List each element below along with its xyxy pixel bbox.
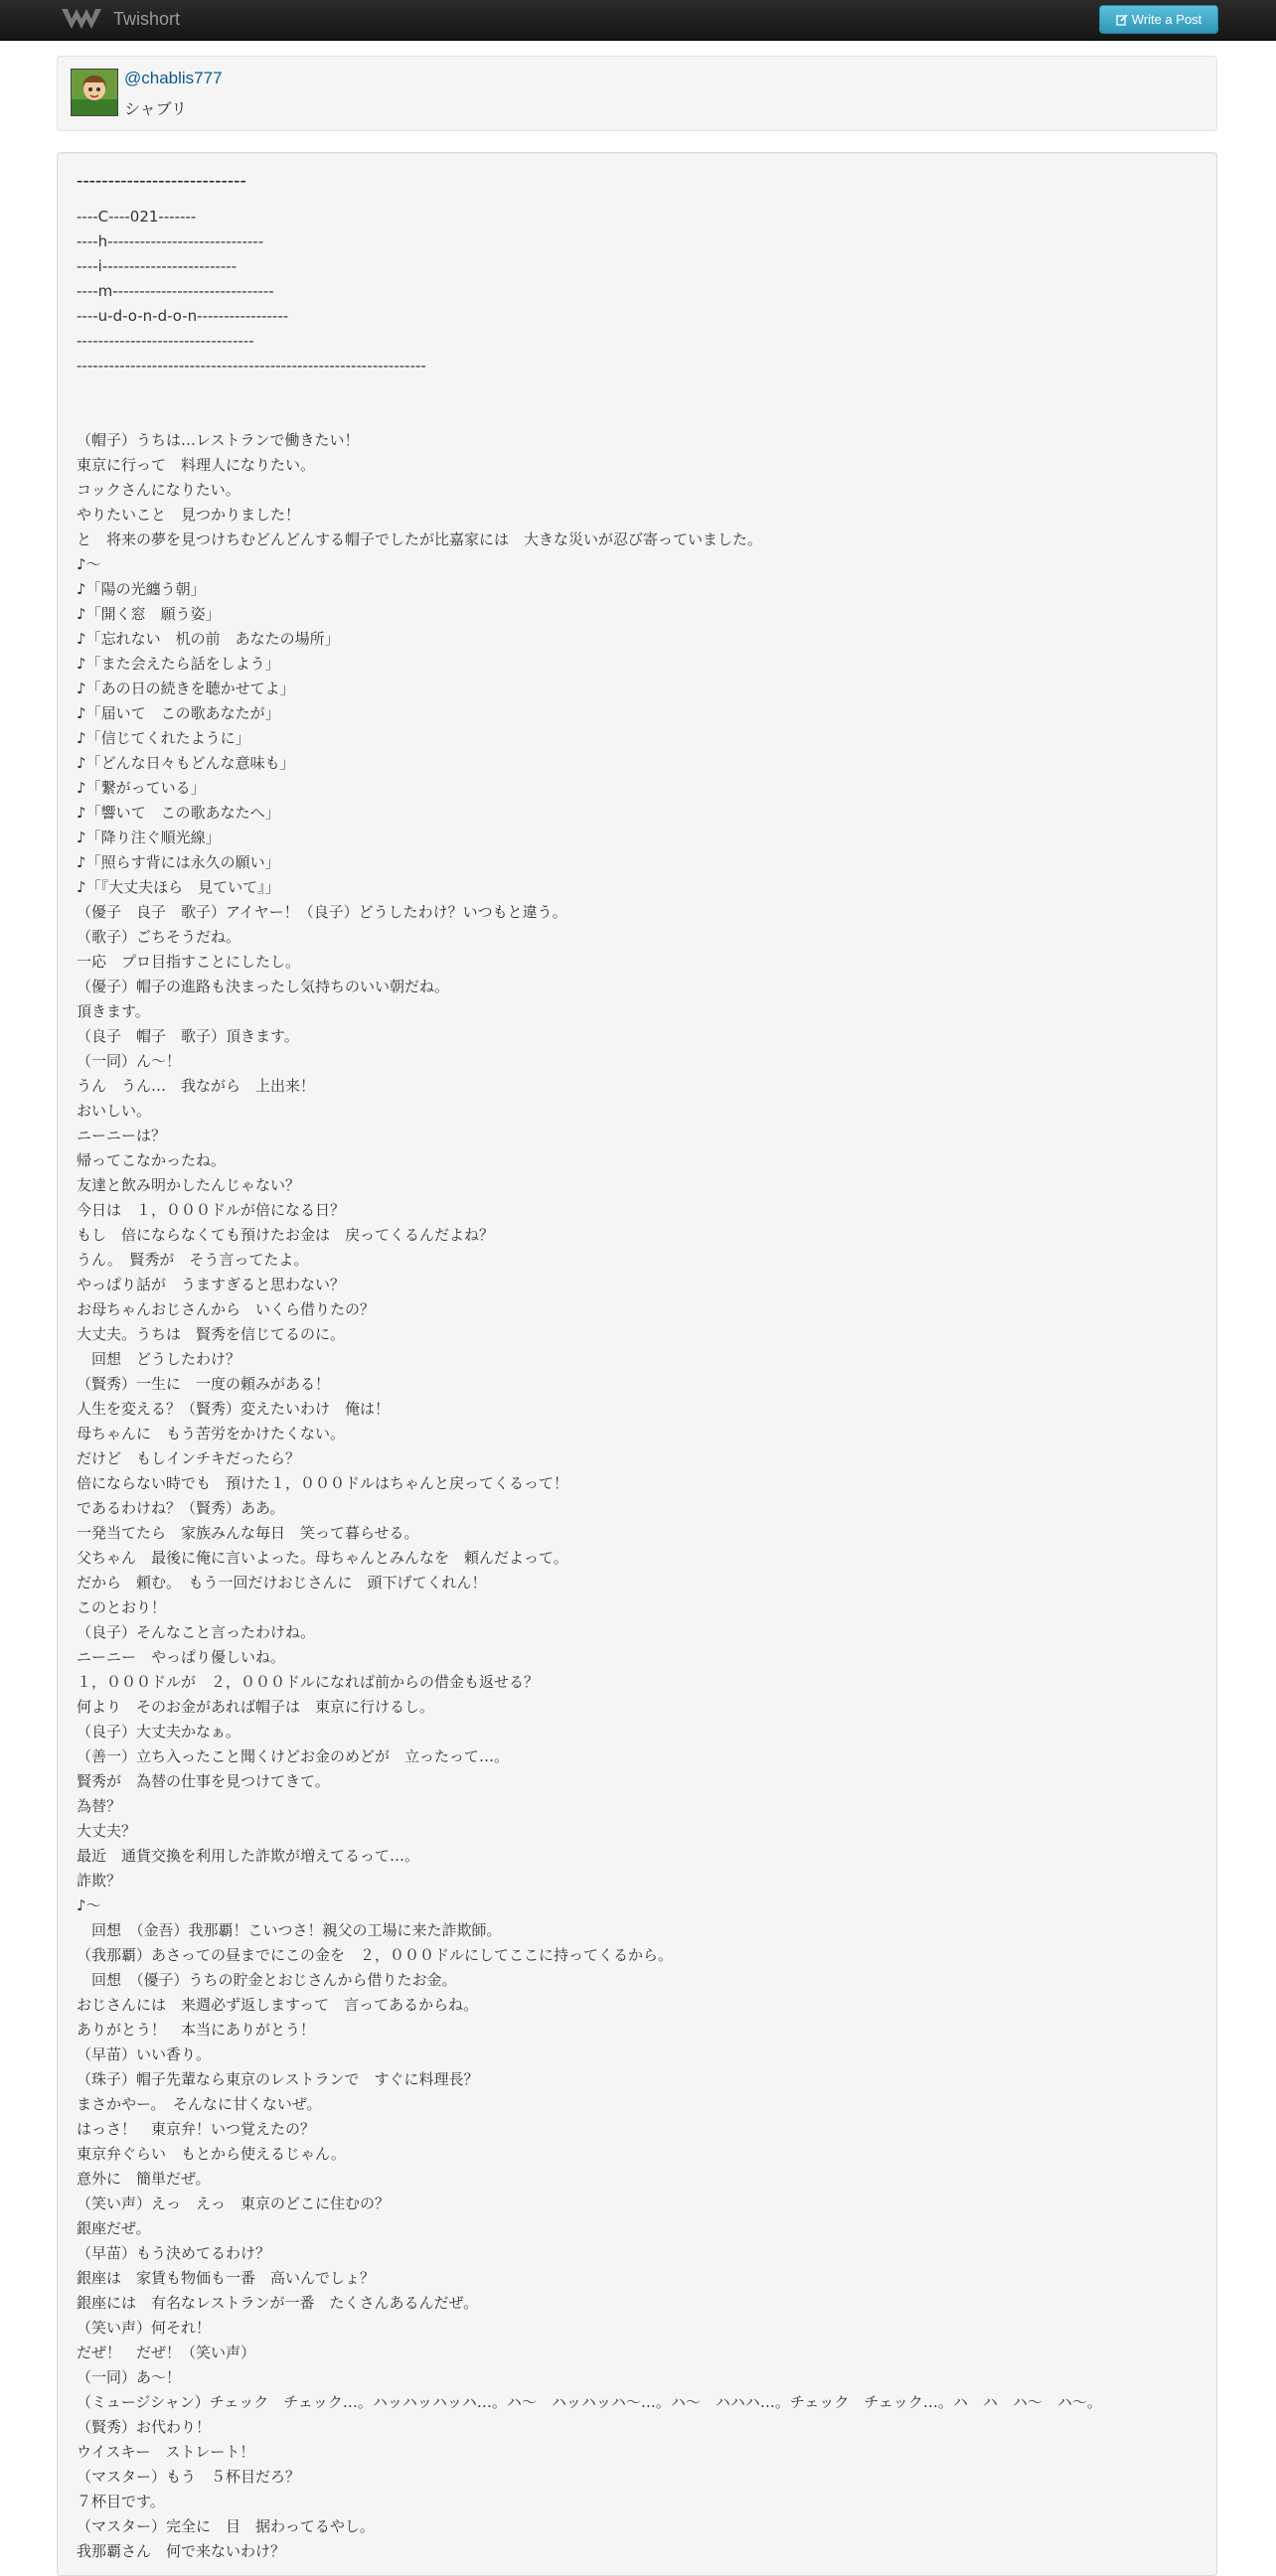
post-line: ♪「信じてくれたように」 bbox=[77, 729, 250, 747]
post-line: ♪～ bbox=[77, 1896, 101, 1914]
post-line: やっぱり話が うますぎると思わない？ bbox=[77, 1276, 346, 1293]
post-line: ありがとう！ 本当にありがとう！ bbox=[77, 2021, 316, 2039]
post-line: （歌子）ごちそうだね。 bbox=[77, 928, 241, 946]
post-line: やりたいこと 見つかりました！ bbox=[77, 506, 301, 524]
post-line: はっさ！ 東京弁！いつ覚えたの？ bbox=[77, 2120, 316, 2138]
post-line: （笑い声）何それ！ bbox=[77, 2319, 212, 2337]
post-line: ♪「繋がっている」 bbox=[77, 779, 206, 797]
post-line: ----C----021------- bbox=[77, 208, 197, 226]
post-line: 東京弁ぐらい もとから使えるじゃん。 bbox=[77, 2145, 346, 2163]
post-line: 倍にならない時でも 預けた１，０００ドルはちゃんと戻ってくるって！ bbox=[77, 1474, 569, 1492]
post-body bbox=[77, 205, 1199, 2564]
post-line: （珠子）帽子先輩なら東京のレストランで すぐに料理長？ bbox=[77, 2070, 479, 2088]
post-line: おじさんには 来週必ず返しますって 言ってあるからね。 bbox=[77, 1996, 479, 2014]
post-line: 回想 （優子）うちの貯金とおじさんから借りたお金。 bbox=[77, 1971, 457, 1989]
post-line: 母ちゃんに もう苦労をかけたくない。 bbox=[77, 1425, 346, 1442]
top-navbar bbox=[0, 0, 1276, 41]
post-line: （マスター）もう ５杯目だろ？ bbox=[77, 2468, 301, 2486]
post-line: ♪「照らす背には永久の願い」 bbox=[77, 853, 280, 871]
post-line: このとおり！ bbox=[77, 1598, 167, 1616]
avatar[interactable] bbox=[71, 69, 118, 116]
post-line: （賢秀）お代わり！ bbox=[77, 2418, 212, 2436]
post-line: 銀座には 有名なレストランが一番 たくさんあるんだぜ。 bbox=[77, 2294, 479, 2312]
post-line: 回想 （金吾）我那覇！こいつさ！親父の工場に来た詐欺師。 bbox=[77, 1921, 502, 1939]
post-line: 帰ってこなかったね。 bbox=[77, 1151, 227, 1169]
post-line: （善一）立ち入ったこと聞くけどお金のめどが 立ったって…。 bbox=[77, 1747, 510, 1765]
post-line: 銀座だぜ。 bbox=[77, 2219, 151, 2237]
post-line: 何より そのお金があれば帽子は 東京に行けるし。 bbox=[77, 1698, 435, 1716]
post-line: 回想 どうしたわけ？ bbox=[77, 1350, 241, 1368]
post-line: （早苗）いい香り。 bbox=[77, 2046, 212, 2063]
post-line: おいしい。 bbox=[77, 1102, 152, 1120]
post-line: （帽子）うちは…レストランで働きたい！ bbox=[77, 431, 360, 449]
post-line: 東京に行って 料理人になりたい。 bbox=[77, 456, 316, 474]
post-line: ♪「忘れない 机の前 あなたの場所」 bbox=[77, 630, 340, 648]
write-post-button[interactable] bbox=[1099, 5, 1218, 34]
post-line bbox=[77, 379, 1199, 403]
post-line: （笑い声）えっ えっ 東京のどこに住むの？ bbox=[77, 2195, 391, 2212]
post-line: 銀座は 家賃も物価も一番 高いんでしょ？ bbox=[77, 2269, 376, 2287]
post-line: ニーニーは？ bbox=[77, 1127, 167, 1144]
author-handle-link[interactable]: @chablis777 bbox=[124, 69, 223, 87]
post-line: ♪「あの日の続きを聴かせてよ」 bbox=[77, 680, 295, 697]
post-line: 大丈夫。うちは 賢秀を信じてるのに。 bbox=[77, 1325, 346, 1343]
post-line: 我那覇さん 何で来ないわけ？ bbox=[77, 2542, 286, 2560]
post-line: 今日は １，０００ドルが倍になる日？ bbox=[77, 1201, 346, 1219]
post-line: ♪「『大丈夫ほら 見ていて』」 bbox=[77, 878, 280, 896]
post-line: ♪「また会えたら話をしよう」 bbox=[77, 655, 280, 673]
write-post-label: Write a Post bbox=[1131, 12, 1202, 27]
post-line: お母ちゃんおじさんから いくら借りたの？ bbox=[77, 1300, 376, 1318]
post-line bbox=[77, 403, 1199, 428]
post-line: 一発当てたら 家族みんな毎日 笑って暮らせる。 bbox=[77, 1524, 419, 1542]
post-line: （ミュージシャン）チェック チェック…。ハッハッハッハ…。ハ～ ハッハッハ～…。ハ～ ハハハ…。チェック チェック…。ハ ハ ハ～ ハ～。 bbox=[77, 2393, 1102, 2411]
post-line: ウイスキー ストレート！ bbox=[77, 2443, 255, 2461]
post-line: うん。 賢秀が そう言ってたよ。 bbox=[77, 1251, 309, 1269]
post-line: 一応 プロ目指すことにしたし。 bbox=[77, 953, 301, 971]
post-line: １，０００ドルが ２，０００ドルになれば前からの借金も返せる？ bbox=[77, 1673, 540, 1691]
post-line: 友達と飲み明かしたんじゃない？ bbox=[77, 1176, 301, 1194]
post-line: ♪「陽の光纏う朝」 bbox=[77, 580, 206, 598]
post-line: 賢秀が 為替の仕事を見つけてきて。 bbox=[77, 1772, 330, 1790]
twishort-logo-icon[interactable] bbox=[60, 7, 103, 31]
edit-icon bbox=[1116, 14, 1128, 26]
post-line: うん うん… 我ながら 上出来！ bbox=[77, 1077, 316, 1095]
post-line: 人生を変える？（賢秀）変えたいわけ 俺は！ bbox=[77, 1400, 391, 1418]
post-line: だけど もしインチキだったら？ bbox=[77, 1449, 301, 1467]
post-line: ７杯目です。 bbox=[77, 2493, 165, 2510]
post-line: ♪「届いて この歌あなたが」 bbox=[77, 704, 280, 722]
post-line: まさかやー。 そんなに甘くないぜ。 bbox=[77, 2095, 322, 2113]
post-title: --------------------------- bbox=[77, 171, 246, 192]
post-line: （優子 良子 歌子）アイヤー！（良子）どうしたわけ？いつもと違う。 bbox=[77, 903, 567, 921]
post-line: ----------------------------------------------------------------- bbox=[77, 357, 426, 375]
post-line: だぜ！ だぜ！（笑い声） bbox=[77, 2344, 256, 2361]
post-line: であるわけね？（賢秀）ああ。 bbox=[77, 1499, 285, 1517]
post-line: （一同）あ～！ bbox=[77, 2368, 182, 2386]
post-line: ♪「どんな日々もどんな意味も」 bbox=[77, 754, 295, 772]
post-line: --------------------------------- bbox=[77, 332, 254, 350]
post-line: （良子 帽子 歌子）頂きます。 bbox=[77, 1027, 299, 1045]
post-line: 大丈夫？ bbox=[77, 1822, 137, 1840]
post-line: ----i------------------------- bbox=[77, 257, 238, 275]
post-line: 最近 通貨交換を利用した詐欺が増えてるって…。 bbox=[77, 1847, 420, 1865]
post-line: 父ちゃん 最後に俺に言いよった。母ちゃんとみんなを 頼んだよって。 bbox=[77, 1549, 568, 1567]
author-display-name: シャブリ bbox=[124, 99, 188, 118]
post-line: ♪「降り注ぐ順光線」 bbox=[77, 829, 221, 846]
post-line: 頂きます。 bbox=[77, 1002, 150, 1020]
post-line: ----m------------------------------ bbox=[77, 282, 274, 300]
post-line: と 将来の夢を見つけちむどんどんする帽子でしたが比嘉家には 大きな災いが忍び寄っていました。 bbox=[77, 530, 763, 548]
post-line: ♪～ bbox=[77, 555, 101, 573]
post-line: 意外に 簡単だぜ。 bbox=[77, 2170, 211, 2188]
post-line: （早苗）もう決めてるわけ？ bbox=[77, 2244, 271, 2262]
post-line: （優子）帽子の進路も決まったし気持ちのいい朝だね。 bbox=[77, 978, 450, 995]
post-line: ♪「響いて この歌あなたへ」 bbox=[77, 804, 280, 822]
post-content bbox=[57, 152, 1217, 2576]
post-line: 詐欺？ bbox=[77, 1872, 122, 1890]
post-line: もし 倍にならなくても預けたお金は 戻ってくるんだよね？ bbox=[77, 1226, 495, 1244]
brand-name[interactable]: Twishort bbox=[113, 9, 181, 29]
post-line: （我那覇）あさっての昼までにこの金を ２，０００ドルにしてここに持ってくるから。 bbox=[77, 1946, 674, 1964]
post-line: コックさんになりたい。 bbox=[77, 481, 240, 499]
post-line: ♪「開く窓 願う姿」 bbox=[77, 605, 221, 623]
avatar-image bbox=[72, 70, 117, 115]
post-line: （賢秀）一生に 一度の頼みがある！ bbox=[77, 1375, 331, 1393]
post-line: だから 頼む。 もう一回だけおじさんに 頭下げてくれん！ bbox=[77, 1574, 487, 1591]
author-card bbox=[57, 56, 1217, 131]
post-line: （良子）そんなこと言ったわけね。 bbox=[77, 1623, 316, 1641]
post-line: （一同）ん～！ bbox=[77, 1052, 182, 1070]
post-line: 為替？ bbox=[77, 1797, 122, 1815]
post-line: （良子）大丈夫かなぁ。 bbox=[77, 1723, 241, 1741]
post-line: ----u-d-o-n-d-o-n----------------- bbox=[77, 307, 289, 325]
post-line: ----h----------------------------- bbox=[77, 232, 264, 250]
post-line: （マスター）完全に 目 据わってるやし。 bbox=[77, 2517, 375, 2535]
post-line: ニーニー やっぱり優しいね。 bbox=[77, 1648, 286, 1666]
